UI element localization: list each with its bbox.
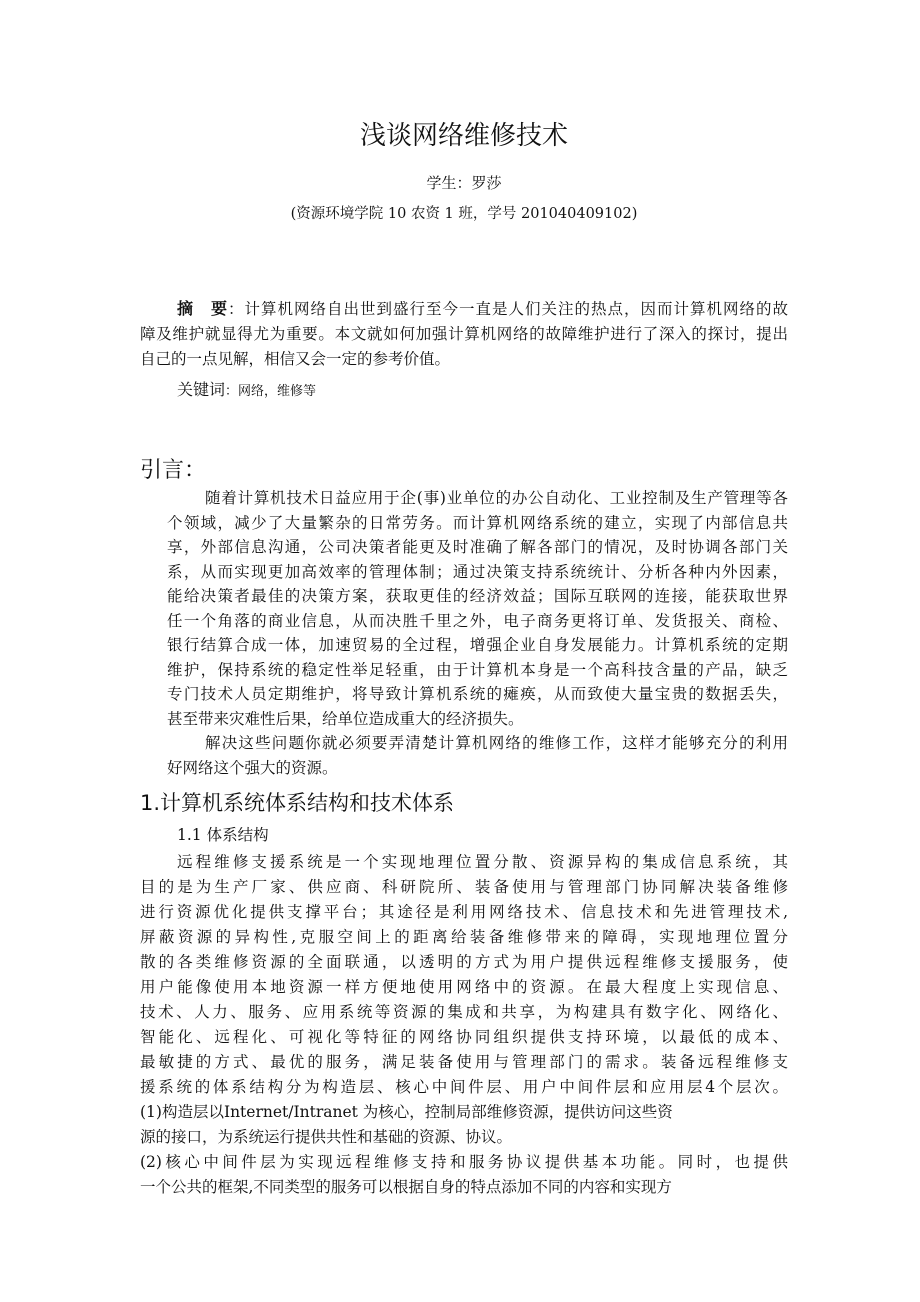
author-line: 学生：罗莎 (426, 174, 502, 192)
text-line: (1)构造层以Internet/Intranet 为核心，控制局部维修资源，提供访问这些资 (140, 1103, 673, 1121)
text-line: 任一个角落的商业信息，从而决胜千里之外，电子商务更将订单、发货报关、商检、 (167, 611, 788, 630)
section-body (140, 850, 788, 1200)
subsection-heading: 1.1 体系结构 (177, 826, 269, 844)
keywords-text: ：网络，维修等 (225, 384, 317, 399)
text-line: 银行结算合成一体，加速贸易的全过程，增强企业自身发展能力。计算机系统的定期 (167, 636, 788, 654)
abstract-line: 障及维护就显得尤为重要。本文就如何加强计算机网络的故障维护进行了深入的探讨，提出 (140, 324, 788, 343)
text-line: (2)核心中间件层为实现远程维修支持和服务协议提供基本功能。同时，也提供 (140, 1153, 788, 1171)
abstract-label: 摘 要 (177, 299, 228, 318)
keywords (140, 377, 788, 405)
text-line: 屏蔽资源的异构性,克服空间上的距离给装备维修带来的障碍，实现地理位置分 (140, 928, 788, 946)
abstract-text: ：计算机网络自出世到盛行至今一直是人们关注的热点，因而计算机网络的故 (228, 300, 788, 318)
text-line: 目的是为生产厂家、供应商、科研院所、装备使用与管理部门协同解决装备维修 (140, 878, 788, 896)
text-line: 源的接口，为系统运行提供共性和基础的资源、协议。 (140, 1128, 513, 1146)
text-line: 解决这些问题你就必须要弄清楚计算机网络的维修工作，这样才能够充分的利用 (205, 734, 788, 752)
intro-body (167, 486, 788, 780)
text-line: 智能化、远程化、可视化等特征的网络协同组织提供支持环境，以最低的成本、 (140, 1028, 788, 1046)
abstract-line: 自己的一点见解，相信又会一定的参考价值。 (140, 350, 451, 368)
text-line: 随着计算机技术日益应用于企(事)业单位的办公自动化、工业控制及生产管理等各 (205, 489, 788, 507)
abstract-line (140, 296, 788, 322)
text-line: 技术、人力、服务、应用系统等资源的集成和共享，为构建具有数字化、网络化、 (140, 1003, 788, 1021)
text-line: 甚至带来灾难性后果，给单位造成重大的经济损失。 (167, 709, 524, 728)
text-line: 能给决策者最佳的决策方案，获取更佳的经济效益；国际互联网的连接，能获取世界 (167, 587, 788, 605)
text-line: 享，外部信息沟通，公司决策者能更及时准确了解各部门的情况，及时协调各部门关 (167, 538, 788, 556)
section-heading: 1.计算机系统体系结构和技术体系 (140, 791, 455, 815)
text-line: 个领域，减少了大量繁杂的日常劳务。而计算机网络系统的建立，实现了内部信息共 (167, 513, 788, 532)
keywords-label: 关键词 (177, 380, 226, 399)
text-line: 进行资源优化提供支撑平台；其途径是利用网络技术、信息技术和先进管理技术, (140, 903, 788, 921)
text-line: 维护，保持系统的稳定性举足轻重，由于计算机本身是一个高科技含量的产品，缺乏 (167, 660, 788, 679)
abstract (140, 296, 788, 373)
text-line: 用户能像使用本地资源一样方便地使用网络中的资源。在最大程度上实现信息、 (140, 978, 788, 996)
text-line: 散的各类维修资源的全面联通，以透明的方式为用户提供远程维修支援服务，使 (140, 953, 788, 971)
text-line: 系，从而实现更加高效率的管理体制；通过决策支持系统统计、分析各种内外因素， (167, 562, 788, 581)
text-line: 一个公共的框架,不同类型的服务可以根据自身的特点添加不同的内容和实现方 (140, 1178, 672, 1196)
document-title: 浅谈网络维修技术 (359, 121, 568, 151)
text-line: 好网络这个强大的资源。 (167, 758, 338, 777)
intro-heading: 引言： (140, 458, 207, 483)
affiliation-line: (资源环境学院 10 农资 1 班，学号 201040409102) (290, 206, 638, 222)
text-line: 专门技术人员定期维护，将导致计算机系统的瘫痪，从而致使大量宝贵的数据丢失， (167, 685, 788, 703)
text-line: 远程维修支援系统是一个实现地理位置分散、资源异构的集成信息系统，其 (177, 853, 788, 871)
text-line: 援系统的体系结构分为构造层、核心中间件层、用户中间件层和应用层4个层次。 (140, 1078, 788, 1096)
text-line: 最敏捷的方式、最优的服务，满足装备使用与管理部门的需求。装备远程维修支 (140, 1053, 788, 1071)
